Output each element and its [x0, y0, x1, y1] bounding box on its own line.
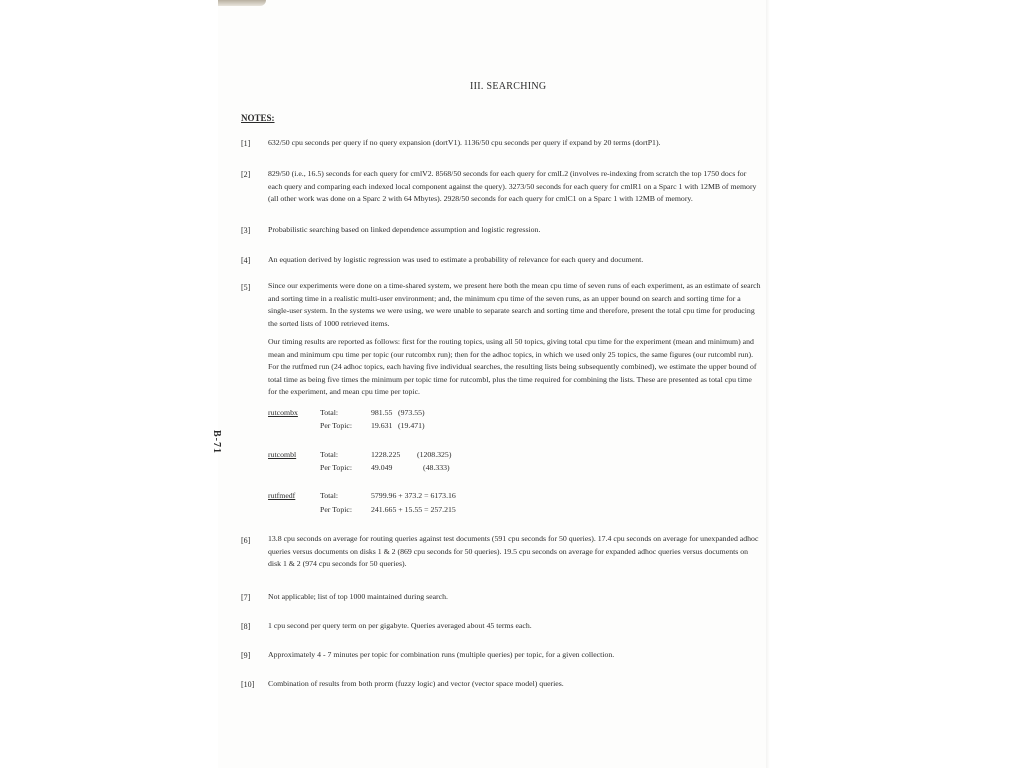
per-topic-value: 241.665 + 15.55 = 257.215: [371, 505, 456, 514]
total-min-value: (1208.325): [417, 450, 452, 459]
note-text: 829/50 (i.e., 16.5) seconds for each query for cmlV2. 8568/50 seconds for each query for cmlL2 (involves re-indexing from scratch the top 1750 docs for each query and comparing each indexed local component against the query). 3273/50 seconds for each query for cmlR1 on a Sparc 1 with 12MB of memory (all other work was done on a Sparc 2 with 64 Mbytes). 2928/50 seconds for each query for cmlC1 on a Sparc 1 with 12MB of memory.: [268, 169, 757, 203]
total-value: 981.55: [371, 408, 393, 417]
note-text: Since our experiments were done on a time-shared system, we present here both the mean cpu time of seven runs of each experiment, as an estimate of search and sorting time in a realistic multi-user environment; and, the minimum cpu time of the seven runs, as an upper bound on search and sorting time for a single-user system. In the systems we were using, we were unable to separate search and sorting time and therefore, present the total cpu time for producing the sorted lists of 1000 retrieved items.: [268, 281, 761, 328]
section-title: III. SEARCHING: [470, 81, 547, 92]
note-number: [8]: [241, 622, 251, 631]
note-number: [1]: [241, 139, 251, 148]
note-number: [6]: [241, 536, 251, 545]
total-min-value: (973.55): [398, 408, 425, 417]
run-name: rutcombl: [268, 450, 297, 459]
run-name: rutcombx: [268, 408, 298, 417]
note-text: Our timing results are reported as follows: first for the routing topics, using all 50 topics, giving total cpu time for the experiment (mean and minimum) and mean and minimum cpu time per topic (our rutcombx run); then for the adhoc topics, in which we used only 25 topics, the same figures (our rutcombl run). For the rutfmed run (24 adhoc topics, each having five individual searches, the resulting lists being subsequently combined), we estimate the upper bound of total time as being five times the minimum per topic time for rutcombl, plus the time required for combining the lists. These are presented as total cpu time for the experiment, and mean cpu time per topic.: [268, 337, 757, 396]
note-number: [3]: [241, 226, 251, 235]
notes-heading: NOTES:: [241, 113, 275, 123]
note-text: 13.8 cpu seconds on average for routing queries against test documents (591 cpu seconds for 50 queries). 17.4 cpu seconds on average for unexpanded adhoc queries versus documents on disks 1 & 2 (869 cpu seconds for 50 queries). 19.5 cpu seconds on average for expanded adhoc queries versus documents on disk 1 & 2 (974 cpu seconds for 50 queries).: [268, 534, 759, 568]
per-topic-value: 19.631: [371, 421, 393, 430]
note-text: 1 cpu second per query term on per gigabyte. Queries averaged about 45 terms each.: [268, 621, 532, 630]
total-label: Total:: [320, 408, 339, 417]
note-text: Combination of results from both prorm (fuzzy logic) and vector (vector space model) queries.: [268, 679, 564, 688]
per-topic-label: Per Topic:: [320, 421, 353, 430]
note-number: [9]: [241, 651, 251, 660]
scan-edge-mark: [218, 0, 266, 6]
total-value: 5799.96 + 373.2 = 6173.16: [371, 491, 456, 500]
note-number: [5]: [241, 283, 251, 292]
note-text: Not applicable; list of top 1000 maintained during search.: [268, 592, 448, 601]
note-text: 632/50 cpu seconds per query if no query expansion (dortV1). 1136/50 cpu seconds per query if expand by 20 terms (dortP1).: [268, 138, 661, 147]
note-text: Approximately 4 - 7 minutes per topic for combination runs (multiple queries) per topic, for a given collection.: [268, 650, 615, 659]
per-topic-value: 49.049: [371, 463, 393, 472]
total-label: Total:: [320, 450, 339, 459]
per-topic-min-value: (48.333): [423, 463, 450, 472]
per-topic-label: Per Topic:: [320, 505, 353, 514]
per-topic-label: Per Topic:: [320, 463, 353, 472]
note-text: An equation derived by logistic regression was used to estimate a probability of relevance for each query and document.: [268, 255, 644, 264]
note-number: [4]: [241, 256, 251, 265]
note-number: [2]: [241, 170, 251, 179]
total-value: 1228.225: [371, 450, 401, 459]
note-number: [7]: [241, 593, 251, 602]
note-text: Probabilistic searching based on linked dependence assumption and logistic regression.: [268, 225, 541, 234]
page-number-label: B-71: [211, 430, 222, 454]
run-name: rutfmedf: [268, 491, 296, 500]
per-topic-min-value: (19.471): [398, 421, 425, 430]
note-number: [10]: [241, 680, 255, 689]
total-label: Total:: [320, 491, 339, 500]
page-edge-shadow: [766, 0, 770, 768]
